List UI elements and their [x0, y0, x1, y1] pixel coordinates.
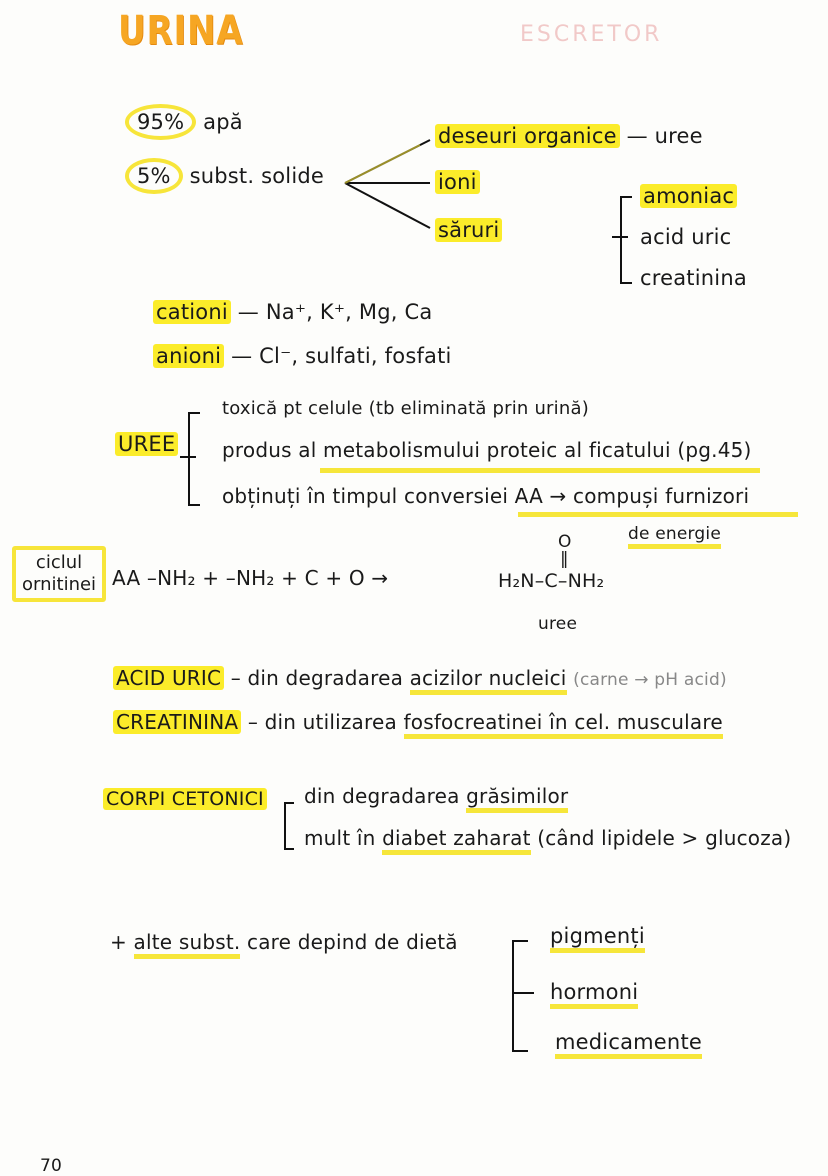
organic-item-creatinina: creatinina	[640, 266, 747, 290]
organic-waste-bracket	[620, 196, 632, 284]
page-title: URINA	[118, 8, 244, 54]
organic-item-acid-uric: acid uric	[640, 225, 732, 249]
other-item-pigments: pigmenți	[550, 924, 645, 948]
product-double-bond: ‖	[560, 549, 569, 569]
product-oxygen: O	[558, 532, 572, 552]
page-number: 70	[40, 1156, 63, 1176]
cetonici-line2: mult în diabet zaharat (când lipidele > glucoza)	[304, 826, 791, 850]
other-substances-row: + alte subst. care depind de dietă	[110, 930, 458, 954]
bracket-tick	[612, 236, 628, 238]
other-bracket	[512, 940, 528, 1052]
underline-highlight	[320, 468, 760, 473]
anions-label: anioni	[153, 344, 224, 368]
water-percent: 95%	[125, 104, 196, 140]
corpi-cetonici-label: CORPI CETONICI	[103, 788, 267, 810]
creatinina-row: CREATININA – din utilizarea fosfocreatinei în cel. musculare	[113, 710, 723, 734]
product-name: uree	[538, 614, 578, 634]
bracket-tick	[180, 456, 196, 458]
product-formula: H₂N–C–NH₂	[498, 570, 605, 592]
anions-row	[153, 344, 452, 368]
bracket-tick	[512, 992, 534, 994]
other-item-hormones: hormoni	[550, 980, 638, 1004]
ornithine-equation-lhs: AA –NH₂ + –NH₂ + C + O →	[112, 566, 389, 590]
uree-item-conversion: obținuți în timpul conversiei AA → compuși furnizori	[222, 484, 750, 508]
uree-bracket	[188, 412, 200, 506]
branch-ions: ioni	[435, 170, 480, 194]
anions-value: — Cl⁻, sulfati, fosfati	[231, 344, 452, 368]
other-item-medications: medicamente	[555, 1030, 702, 1054]
underline-highlight	[518, 512, 798, 517]
bleed-through-header: ESCRETOR	[520, 22, 663, 47]
organic-item-amoniac: amoniac	[640, 184, 737, 208]
branch-organic-waste: deseuri organice — uree	[435, 124, 703, 148]
branch-salts: săruri	[435, 218, 502, 242]
solids-percent: 5%	[125, 158, 183, 194]
uree-item-toxic: toxică pt celule (tb eliminată prin urină)	[222, 398, 589, 419]
cetonici-bracket	[284, 802, 294, 850]
ornithine-cycle-label: ciclul ornitinei	[12, 546, 106, 602]
uree-continuation: de energie	[628, 524, 721, 544]
water-label: apă	[203, 110, 243, 134]
uree-item-metabolism: produs al metabolismului proteic al ficatului (pg.45)	[222, 438, 752, 462]
acid-uric-row: ACID URIC – din degradarea acizilor nucleici (carne → pH acid)	[113, 666, 727, 690]
cations-value: — Na⁺, K⁺, Mg, Ca	[237, 300, 433, 324]
cations-row	[153, 300, 432, 324]
uree-label: UREE	[115, 432, 178, 456]
cetonici-line1: din degradarea grăsimilor	[304, 784, 568, 808]
branch-lines	[0, 0, 828, 300]
cations-label: cationi	[153, 300, 231, 324]
solids-label: subst. solide	[189, 164, 325, 188]
